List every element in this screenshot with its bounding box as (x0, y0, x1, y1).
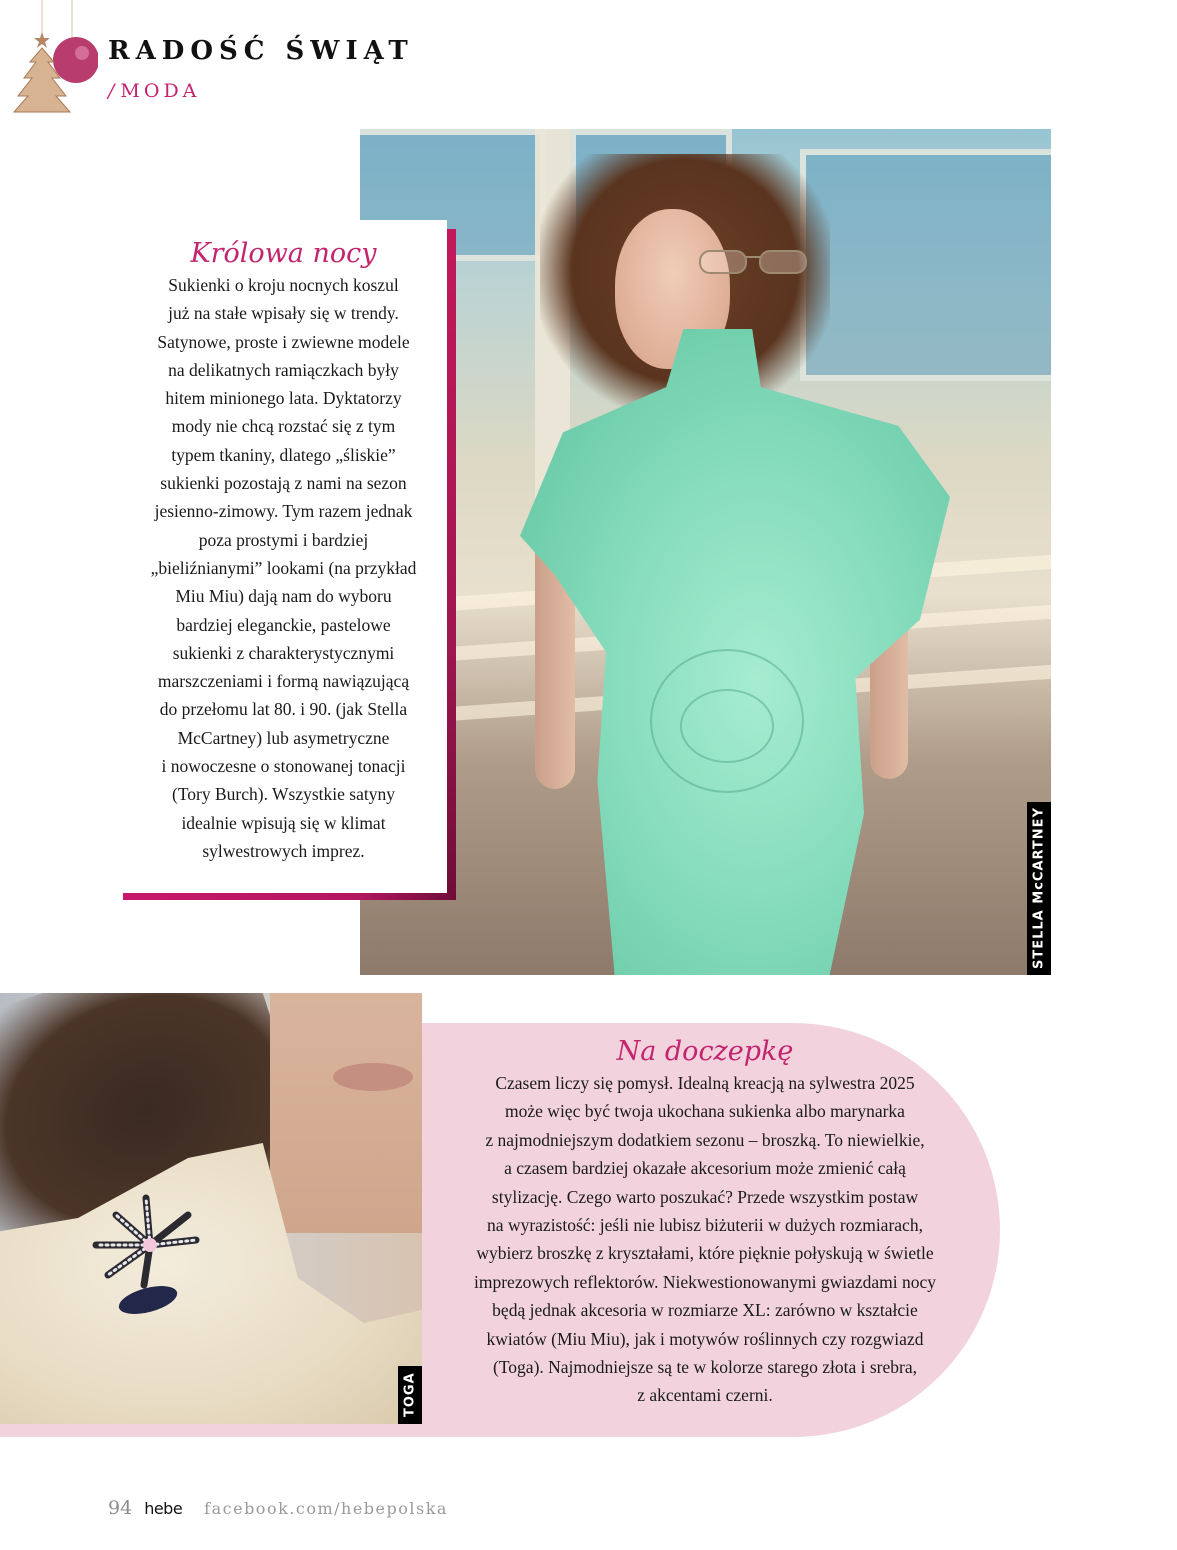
text-line: hitem minionego lata. Dyktatorzy (165, 388, 402, 409)
text-line: na wyrazistość: jeśli nie lubisz biżuterii w dużych rozmiarach, (487, 1215, 923, 1236)
text-line: wybierz broszkę z kryształami, które pięknie połyskują w świetle (476, 1243, 934, 1264)
box-shadow-bar-bottom (123, 893, 456, 900)
text-line: może więc być twoja ukochana sukienka albo marynarka (505, 1101, 905, 1122)
text-line: mody nie chcą rozstać się z tym (171, 416, 396, 437)
text-line: poza prostymi i bardziej (198, 529, 369, 550)
article-heading: Na doczepkę (616, 1036, 794, 1067)
text-line: (Tory Burch). Wszystkie satyny (172, 784, 395, 805)
photo-credit-stella-mccartney: STELLA McCARTNEY (1027, 802, 1051, 975)
article-body (120, 271, 447, 865)
article-heading: Królowa nocy (190, 238, 377, 269)
text-line: McCartney) lub asymetryczne (177, 727, 390, 748)
text-line: (Toga). Najmodniejsze są te w kolorze starego złota i srebra, (493, 1357, 917, 1378)
text-line: idealnie wpisują się w klimat (181, 812, 386, 833)
text-line: Sukienki o kroju nocnych koszul (168, 275, 399, 295)
article-na-doczepke (420, 1036, 990, 1410)
article-krolowa-nocy (120, 220, 447, 893)
text-line: i nowoczesne o stonowanej tonacji (161, 756, 406, 777)
text-line: „bieliźnianymi” lookami (na przykład (150, 557, 417, 578)
page-title: RADOŚĆ ŚWIĄT (108, 36, 414, 66)
text-line: już na stałe wpisały się w trendy. (168, 303, 399, 324)
text-line: a czasem bardziej okazałe akcesorium może zmienić całą (504, 1158, 906, 1179)
text-line: stylizację. Czego warto poszukać? Przede wszystkim postaw (491, 1186, 919, 1207)
glasses-icon (698, 247, 808, 277)
section-slash: / (108, 80, 115, 102)
text-line: bardziej eleganckie, pastelowe (176, 614, 391, 635)
page-number: 94 (108, 1497, 133, 1519)
text-line: sukienki z charakterystycznymi (172, 642, 395, 663)
social-link[interactable]: facebook.com/hebepolska (204, 1499, 448, 1518)
background-window (800, 149, 1051, 381)
christmas-ornament-icon (8, 0, 98, 118)
brand-logo: hebe (144, 1499, 183, 1518)
text-line: Satynowe, proste i zwiewne modele (157, 331, 410, 352)
section-label (108, 80, 200, 102)
main-fashion-photo (360, 129, 1051, 975)
box-shadow-bar-right (447, 229, 456, 900)
text-line: marszczeniami i formą nawiązującą (157, 671, 410, 692)
text-line: będą jednak akcesoria w rozmiarze XL: zarówno w kształcie (492, 1300, 918, 1321)
dress-drape (650, 649, 804, 793)
photo-credit-toga: TOGA (398, 1366, 422, 1424)
model-face (270, 993, 422, 1233)
brooch-fashion-photo (0, 993, 422, 1424)
text-line: sukienki pozostają z nami na sezon (160, 473, 407, 494)
text-line: kwiatów (Miu Miu), jak i motywów roślinnych czy rozgwiazd (486, 1328, 924, 1349)
page-footer (108, 1497, 448, 1519)
text-line: Miu Miu) dają nam do wyboru (175, 586, 392, 607)
text-line: typem tkaniny, dlatego „śliskie” (171, 444, 396, 465)
text-line: sylwestrowych imprez. (202, 840, 365, 861)
model-lips (333, 1063, 413, 1091)
text-line: jesienno-zimowy. Tym razem jednak (154, 501, 413, 522)
text-line: Czasem liczy się pomysł. Idealną kreacją na sylwestra 2025 (495, 1073, 915, 1093)
article-body (420, 1069, 990, 1410)
section-name: MODA (120, 80, 201, 102)
text-line: do przełomu lat 80. i 90. (jak Stella (159, 699, 408, 720)
text-line: imprezowych reflektorów. Niekwestionowanymi gwiazdami nocy (474, 1271, 936, 1292)
text-line: z akcentami czerni. (637, 1385, 773, 1406)
text-line: na delikatnych ramiączkach były (168, 359, 399, 380)
starburst-brooch-icon (88, 1190, 208, 1320)
text-line: z najmodniejszym dodatkiem sezonu – broszką. To niewielkie, (485, 1129, 925, 1150)
